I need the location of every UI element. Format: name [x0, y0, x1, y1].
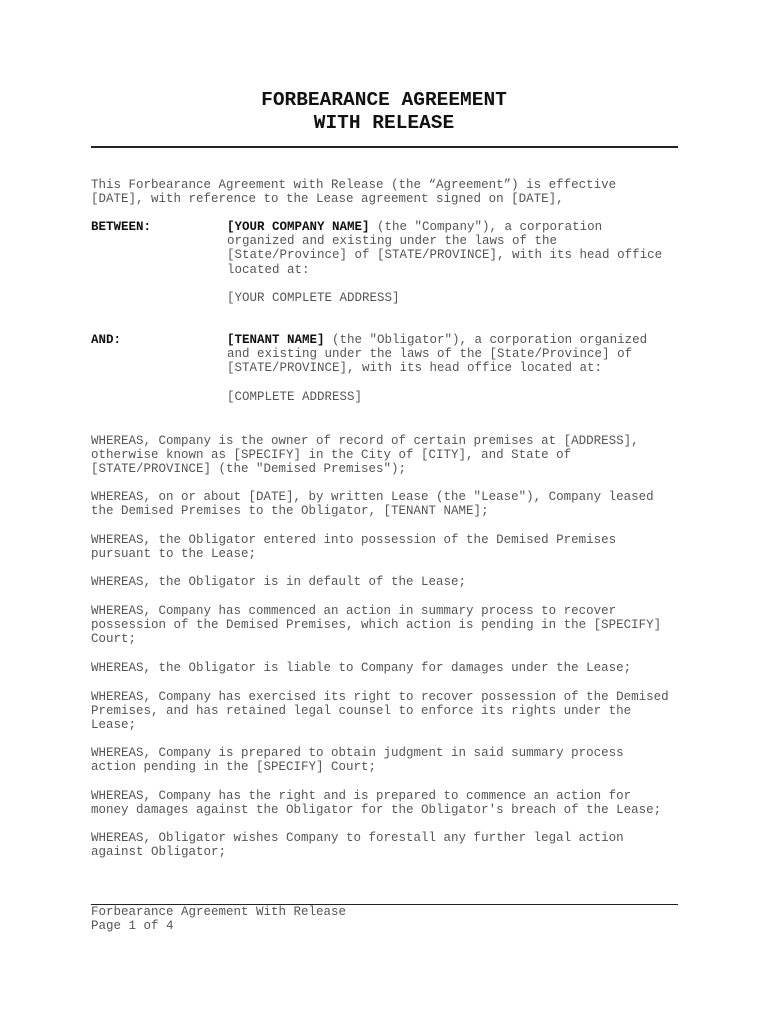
whereas-clause: WHEREAS, the Obligator entered into possession of the Demised Premises pursuant to the Lease;	[91, 533, 617, 562]
tenant-name: [TENANT NAME]	[227, 333, 325, 347]
tenant-description: (the "Obligator"), a corporation organized and existing under the laws of the [State/Province] of [STATE/PROVINCE], with its head office located at:	[227, 333, 648, 376]
title-divider	[91, 146, 678, 148]
tenant-address: [COMPLETE ADDRESS]	[227, 390, 363, 404]
company-address: [YOUR COMPLETE ADDRESS]	[227, 291, 400, 305]
whereas-clause: WHEREAS, Company has the right and is prepared to commence an action for money damages against the Obligator for the Obligator's breach of the Lease;	[91, 789, 662, 818]
footer-page-number: Page 1 of 4	[91, 919, 174, 933]
document-title-line-1: FORBEARANCE AGREEMENT	[261, 89, 507, 111]
and-label: AND:	[91, 333, 122, 347]
document-title-line-2: WITH RELEASE	[313, 112, 455, 134]
whereas-clause: WHEREAS, Company has commenced an action in summary process to recover possession of the Demised Premises, which action is pending in the [SPECIFY] Court;	[91, 604, 662, 647]
whereas-clause: WHEREAS, the Obligator is liable to Company for damages under the Lease;	[91, 661, 632, 675]
whereas-clause: WHEREAS, the Obligator is in default of the Lease;	[91, 575, 467, 589]
whereas-clause: WHEREAS, on or about [DATE], by written Lease (the "Lease"), Company leased the Demised Premises to the Obligator, [TENANT NAME];	[91, 490, 654, 519]
company-name: [YOUR COMPANY NAME]	[227, 220, 370, 234]
whereas-clause: WHEREAS, Company has exercised its right to recover possession of the Demised Premises, and has retained legal counsel to enforce its rights under the Lease;	[91, 690, 669, 733]
company-description: (the "Company"), a corporation organized and existing under the laws of the [State/Province] of [STATE/PROVINCE], with its head office located at:	[227, 220, 663, 277]
company-party-text	[227, 220, 662, 277]
whereas-clause: WHEREAS, Obligator wishes Company to forestall any further legal action against Obligator;	[91, 831, 624, 860]
footer-document-title: Forbearance Agreement With Release	[91, 905, 347, 919]
intro-paragraph: This Forbearance Agreement with Release (the “Agreement”) is effective [DATE], with reference to the Lease agreement signed on [DATE],	[91, 178, 617, 207]
whereas-clause: WHEREAS, Company is prepared to obtain judgment in said summary process action pending in the [SPECIFY] Court;	[91, 746, 624, 775]
tenant-party-text	[227, 333, 647, 376]
between-label: BETWEEN:	[91, 220, 152, 234]
whereas-clause: WHEREAS, Company is the owner of record of certain premises at [ADDRESS], otherwise known as [SPECIFY] in the City of [CITY], and State of [STATE/PROVINCE] (the "Demised Premises");	[91, 434, 639, 477]
